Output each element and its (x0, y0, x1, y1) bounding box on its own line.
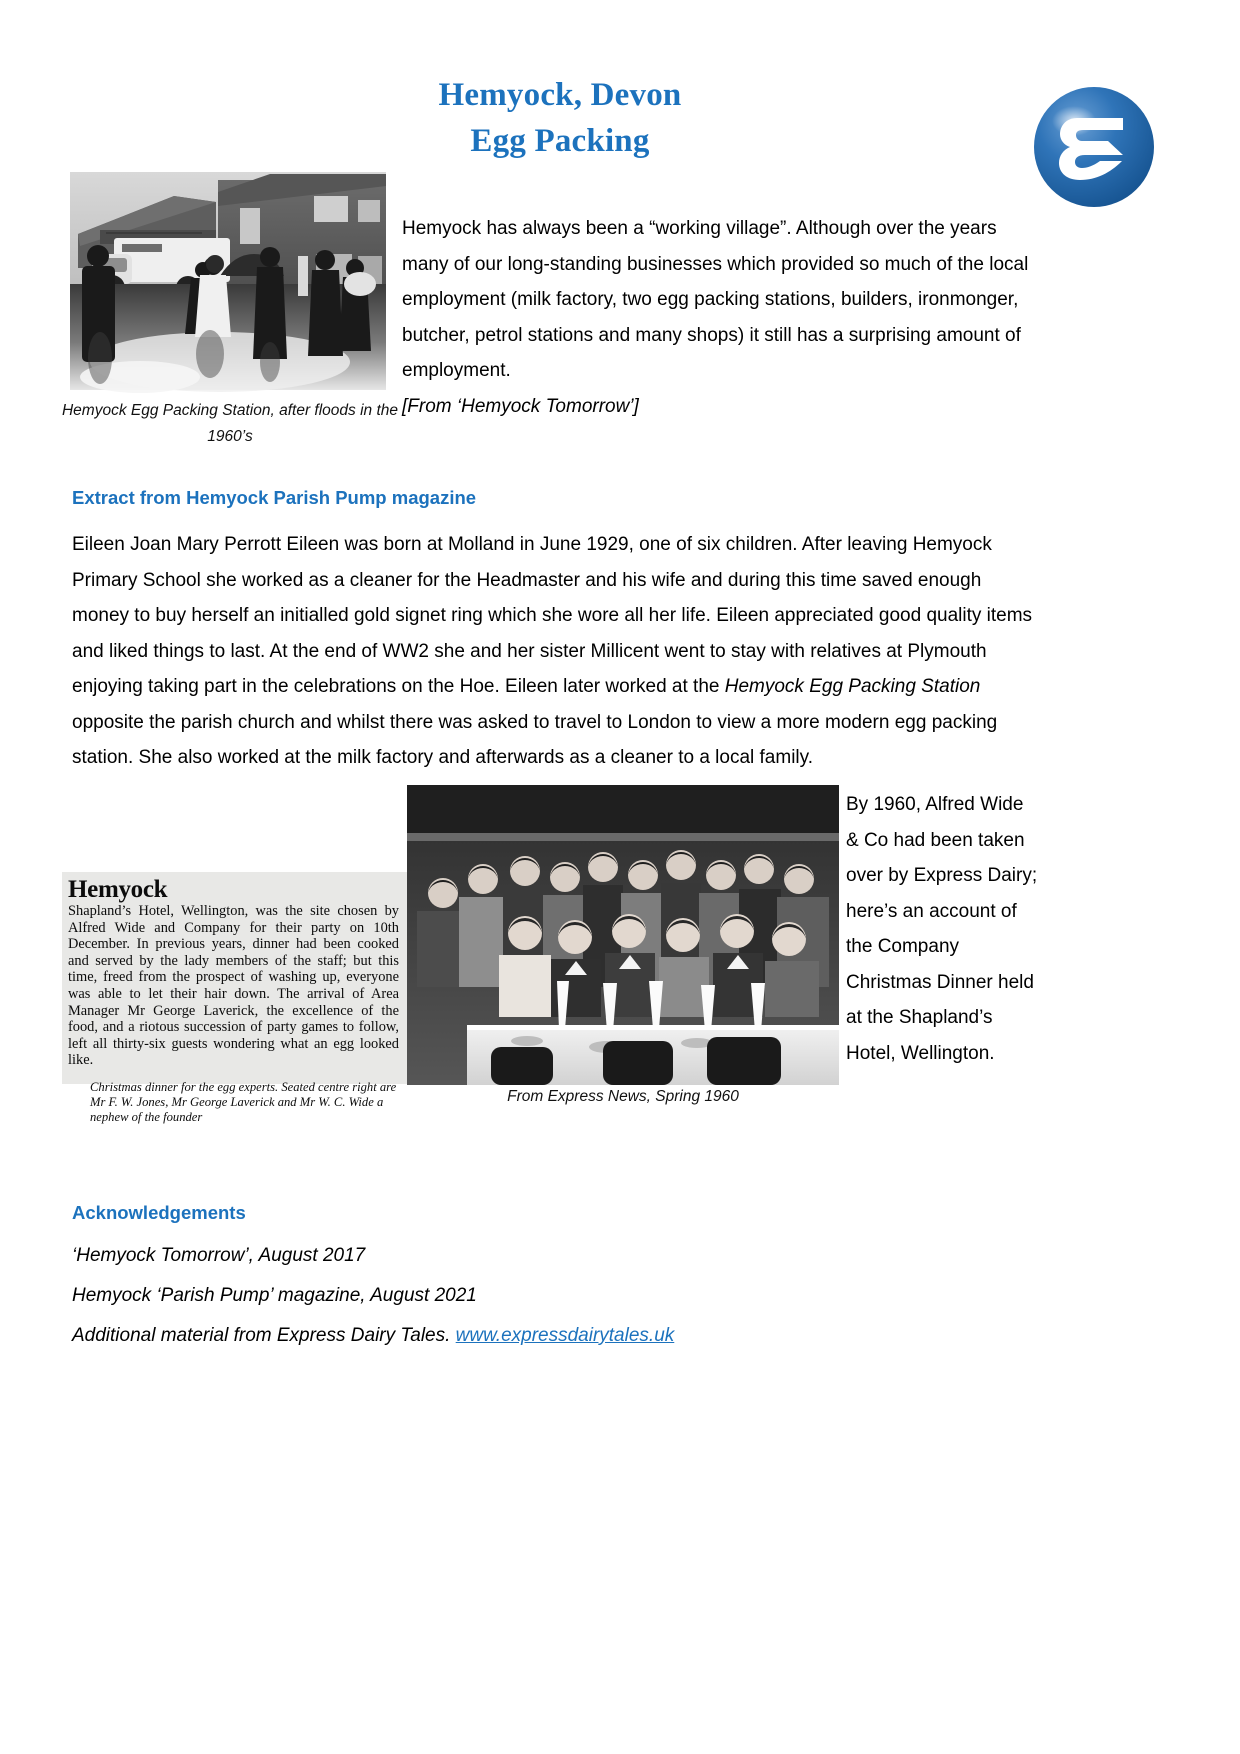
title-line-1: Hemyock, Devon (438, 77, 682, 113)
extract-body-part1: Eileen Joan Mary Perrott Eileen was born at Molland in June 1929, one of six children. After leaving Hemyock Primary School she worked as a cleaner for the Headmaster and his wife and during this time saved enough money to buy herself an initialled gold signet ring which she wore all her life. Eileen appreciated good quality items and liked things to last. At the end of WW2 she and her sister Millicent went to stay with relatives at Plymouth enjoying taking part in the celebrations on the Hoe. Eileen later worked at the (72, 534, 1033, 697)
express-dairy-logo-icon (1030, 83, 1158, 211)
clipping-body: Shapland’s Hotel, Wellington, was the site chosen by Alfred Wide and Company for their party on 10th December. In previous years, dinner had been cooked and served by the lady members of the staff; but this time, freed from the prospect of washing up, everyone was able to let their hair down. The arrival of Area Manager Mr George Laverick, the excellence of the food, and a riotous succession of party games to follow, left all thirty-six guests wondering what an egg looked like. (68, 903, 399, 1069)
photo-caption-floods: Hemyock Egg Packing Station, after floods in the 1960’s (61, 402, 398, 445)
photo-caption-express-news: From Express News, Spring 1960 (507, 1088, 739, 1105)
intro-attribution: [From ‘Hemyock Tomorrow’] (402, 395, 639, 417)
intro-paragraph-block (402, 211, 1037, 424)
acknowledgement-line-1: ‘Hemyock Tomorrow’, August 2017 (72, 1245, 366, 1266)
intro-paragraph: Hemyock has always been a “working village”. Although over the years many of our long-standing businesses which provided so much of the local employment (milk factory, two egg packing stations, builders, ironmonger, butcher, petrol stations and many shops) it still has a surprising amount of employment. (402, 218, 1029, 381)
acknowledgement-line-3-prefix: Additional material from Express Dairy Tales. (72, 1325, 456, 1346)
extract-heading: Extract from Hemyock Parish Pump magazine (72, 487, 477, 508)
clipping-caption: Christmas dinner for the egg experts. Seated centre right are Mr F. W. Jones, Mr George Laverick and Mr W. C. Wide a nephew of the founder (90, 1079, 397, 1124)
acknowledgement-line-2: Hemyock ‘Parish Pump’ magazine, August 2021 (72, 1285, 477, 1306)
right-column-paragraph: By 1960, Alfred Wide & Co had been taken over by Express Dairy; here’s an account of the Company Christmas Dinner held at the Shapland’s Hotel, Wellington. (846, 794, 1038, 1064)
express-dairy-tales-link[interactable]: www.expressdairytales.uk (455, 1325, 675, 1346)
acknowledgement-line-3 (72, 1318, 674, 1353)
title-line-2: Egg Packing (470, 123, 650, 159)
extract-body-part2: opposite the parish church and whilst there was asked to travel to London to view a more modern egg packing station. She also worked at the milk factory and afterwards as a cleaner to a local family. (72, 711, 998, 768)
newspaper-clipping (62, 872, 407, 1124)
acknowledgements-heading: Acknowledgements (72, 1202, 246, 1223)
extract-body (72, 527, 1036, 776)
photo-egg-packing-station-floods (70, 172, 386, 390)
clipping-headline: Hemyock (68, 876, 168, 903)
extract-body-italic-phrase: Hemyock Egg Packing Station (724, 676, 981, 697)
page-title (280, 72, 840, 164)
photo-christmas-dinner-group (407, 785, 839, 1085)
